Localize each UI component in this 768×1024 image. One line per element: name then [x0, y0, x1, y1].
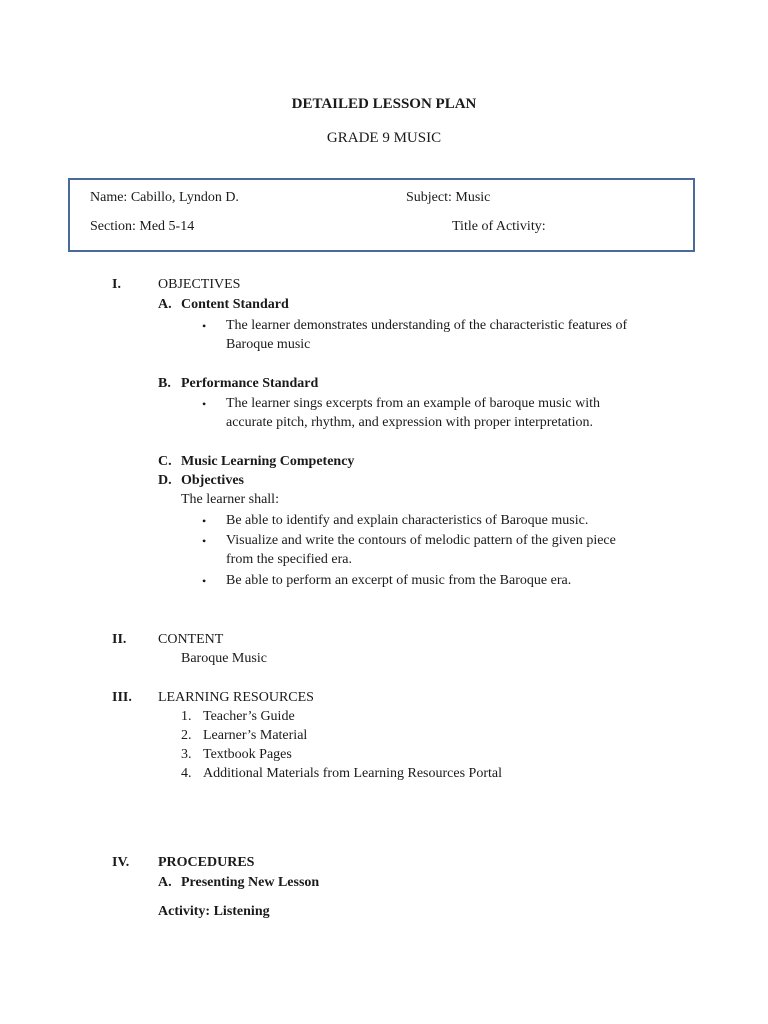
activity-title-field: Title of Activity: — [452, 219, 546, 234]
subsection-label-b: B. — [158, 376, 171, 391]
resource-number: 4. — [181, 766, 192, 781]
resource-item: Learner’s Material — [203, 728, 308, 743]
document-subtitle: GRADE 9 MUSIC — [326, 130, 442, 146]
objective-item: Visualize and write the contours of melodic pattern of the given piece — [226, 533, 616, 548]
subsection-title-content-standard: Content Standard — [181, 297, 289, 312]
section-numeral-objectives: I. — [112, 277, 121, 292]
bullet-icon: • — [202, 534, 207, 548]
content-standard-line: Baroque music — [226, 337, 311, 352]
content-standard-line: The learner demonstrates understanding of the characteristic features of — [226, 318, 628, 333]
subsection-title-objectives: Objectives — [181, 473, 244, 488]
subsection-label-d: D. — [158, 473, 172, 488]
section-heading-resources: LEARNING RESOURCES — [158, 690, 314, 705]
section-numeral-resources: III. — [112, 690, 132, 705]
resource-number: 1. — [181, 709, 192, 724]
bullet-icon: • — [202, 319, 207, 333]
bullet-icon: • — [202, 397, 207, 411]
performance-standard-line: accurate pitch, rhythm, and expression with proper interpretation. — [226, 415, 593, 430]
section-heading-content: CONTENT — [158, 632, 224, 647]
teacher-name: Name: Cabillo, Lyndon D. — [90, 190, 239, 205]
section-numeral-procedures: IV. — [112, 855, 130, 870]
section-heading-procedures: PROCEDURES — [158, 855, 255, 870]
resource-number: 3. — [181, 747, 192, 762]
objectives-intro: The learner shall: — [181, 492, 279, 507]
content-text: Baroque Music — [181, 651, 267, 666]
bullet-icon: • — [202, 514, 207, 528]
objective-item-continuation: from the specified era. — [226, 552, 352, 567]
subsection-label-a: A. — [158, 297, 172, 312]
section-heading-objectives: OBJECTIVES — [158, 277, 241, 292]
subsection-title-presenting: Presenting New Lesson — [181, 875, 320, 890]
resource-item: Additional Materials from Learning Resources Portal — [203, 766, 502, 781]
objective-item: Be able to perform an excerpt of music from the Baroque era. — [226, 573, 572, 588]
document-title: DETAILED LESSON PLAN — [291, 96, 477, 112]
subsection-label-c: C. — [158, 454, 172, 469]
resource-number: 2. — [181, 728, 192, 743]
section-field: Section: Med 5-14 — [90, 219, 195, 234]
bullet-icon: • — [202, 574, 207, 588]
section-numeral-content: II. — [112, 632, 127, 647]
subsection-title-performance-standard: Performance Standard — [181, 376, 319, 391]
activity-label: Activity: Listening — [158, 904, 270, 919]
subsection-label-procedures-a: A. — [158, 875, 172, 890]
resource-item: Teacher’s Guide — [203, 709, 295, 724]
objective-item: Be able to identify and explain characteristics of Baroque music. — [226, 513, 589, 528]
subsection-title-competency: Music Learning Competency — [181, 454, 355, 469]
subject-field: Subject: Music — [406, 190, 491, 205]
resource-item: Textbook Pages — [203, 747, 292, 762]
performance-standard-line: The learner sings excerpts from an example of baroque music with — [226, 396, 600, 411]
